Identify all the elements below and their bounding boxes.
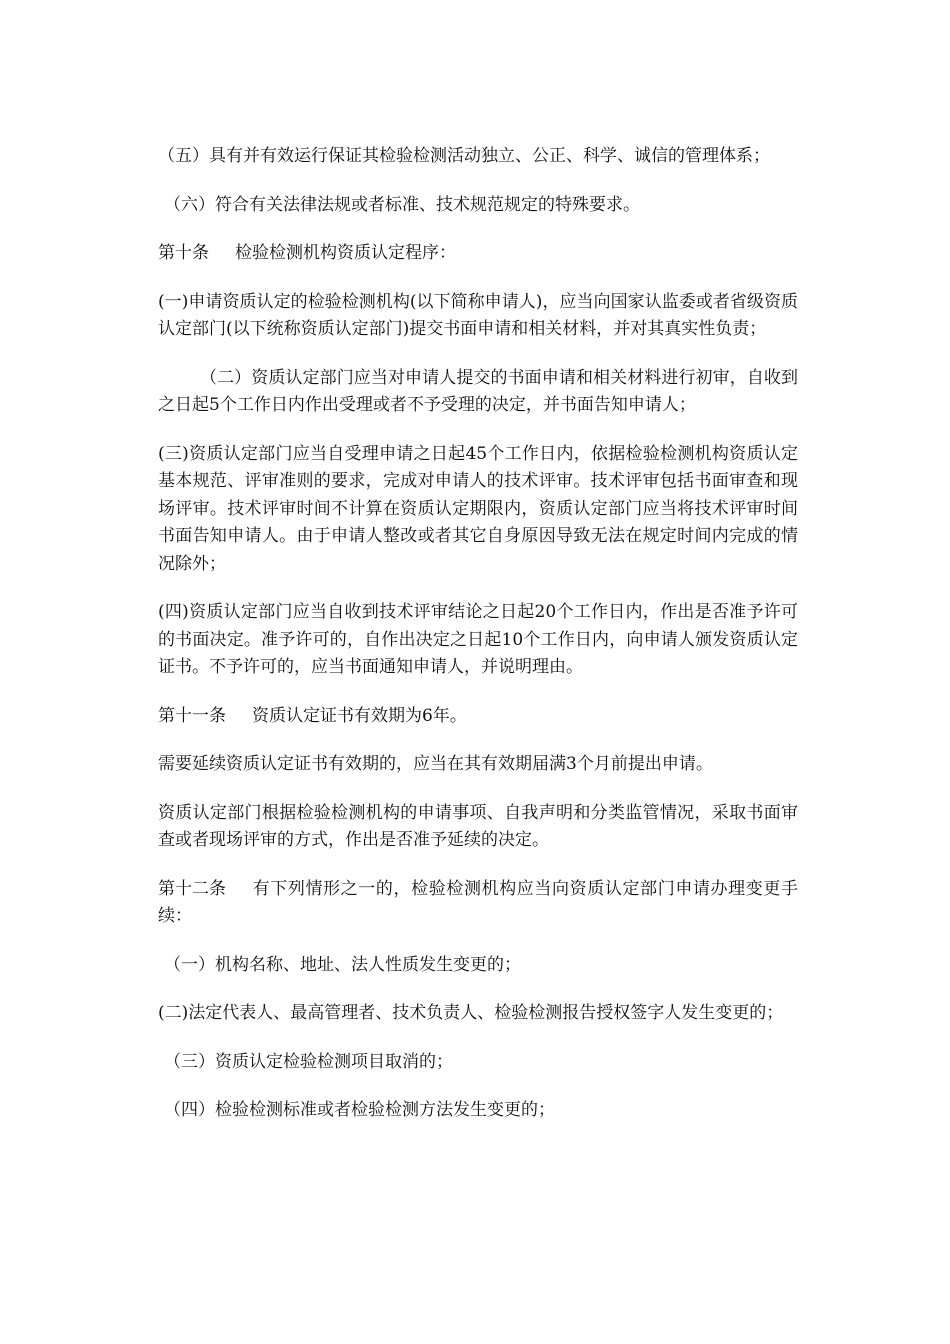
document-body	[158, 143, 798, 1146]
article-12-heading	[158, 876, 798, 931]
article-12-text: 有下列情形之一的，检验检测机构应当向资质认定部门申请办理变更手续：	[158, 878, 798, 926]
paragraph-renewal: 需要延续资质认定证书有效期的，应当在其有效期届满3个月前提出申请。	[158, 754, 713, 774]
paragraph-step-3: (三)资质认定部门应当自受理申请之日起45个工作日内，依据检验检测机构资质认定基本规范、评审准则的要求，完成对申请人的技术评审。技术评审包括书面审查和现场评审。技术评审时间不计算在资质认定期限内，资质认定部门应当将技术评审时间书面告知申请人。由于申请人整改或者其它自身原因导致无法在规定时间内完成的情况除外；	[158, 443, 798, 574]
article-11-heading	[158, 703, 798, 731]
paragraph-change-4: （四）检验检测标准或者检验检测方法发生变更的；	[164, 1100, 555, 1120]
paragraph-item-5: （五）具有并有效运行保证其检验检测活动独立、公正、科学、诚信的管理体系；	[158, 146, 770, 166]
paragraph-change-3: （三）资质认定检验检测项目取消的；	[164, 1051, 453, 1072]
paragraph-item-6: （六）符合有关法律法规或者标准、技术规范规定的特殊要求。	[164, 194, 640, 215]
article-12-label: 第十二条	[158, 878, 226, 899]
article-11-label: 第十一条	[158, 705, 226, 726]
paragraph-change-2: (二)法定代表人、最高管理者、技术负责人、检验检测报告授权签字人发生变更的；	[158, 1003, 784, 1023]
article-11-text: 资质认定证书有效期为6年。	[252, 705, 467, 726]
article-10-text: 检验检测机构资质认定程序：	[235, 243, 456, 263]
paragraph-step-1: (一)申请资质认定的检验检测机构(以下简称申请人)，应当向国家认监委或者省级资质认定部门(以下统称资质认定部门)提交书面申请和相关材料，并对其真实性负责；	[158, 291, 798, 339]
article-10-label: 第十条	[158, 243, 209, 263]
paragraph-change-1: （一）机构名称、地址、法人性质发生变更的；	[164, 954, 521, 975]
paragraph-step-2: （二）资质认定部门应当对申请人提交的书面申请和相关材料进行初审，自收到之日起5个工作日内作出受理或者不予受理的决定，并书面告知申请人；	[158, 367, 798, 415]
paragraph-step-4: (四)资质认定部门应当自收到技术评审结论之日起20个工作日内，作出是否准予许可的书面决定。准予许可的，自作出决定之日起10个工作日内，向申请人颁发资质认定证书。不予许可的，应当书面通知申请人，并说明理由。	[158, 602, 798, 677]
article-10-heading	[158, 240, 798, 268]
paragraph-renewal-review: 资质认定部门根据检验检测机构的申请事项、自我声明和分类监管情况，采取书面审查或者现场评审的方式，作出是否准予延续的决定。	[158, 802, 798, 850]
